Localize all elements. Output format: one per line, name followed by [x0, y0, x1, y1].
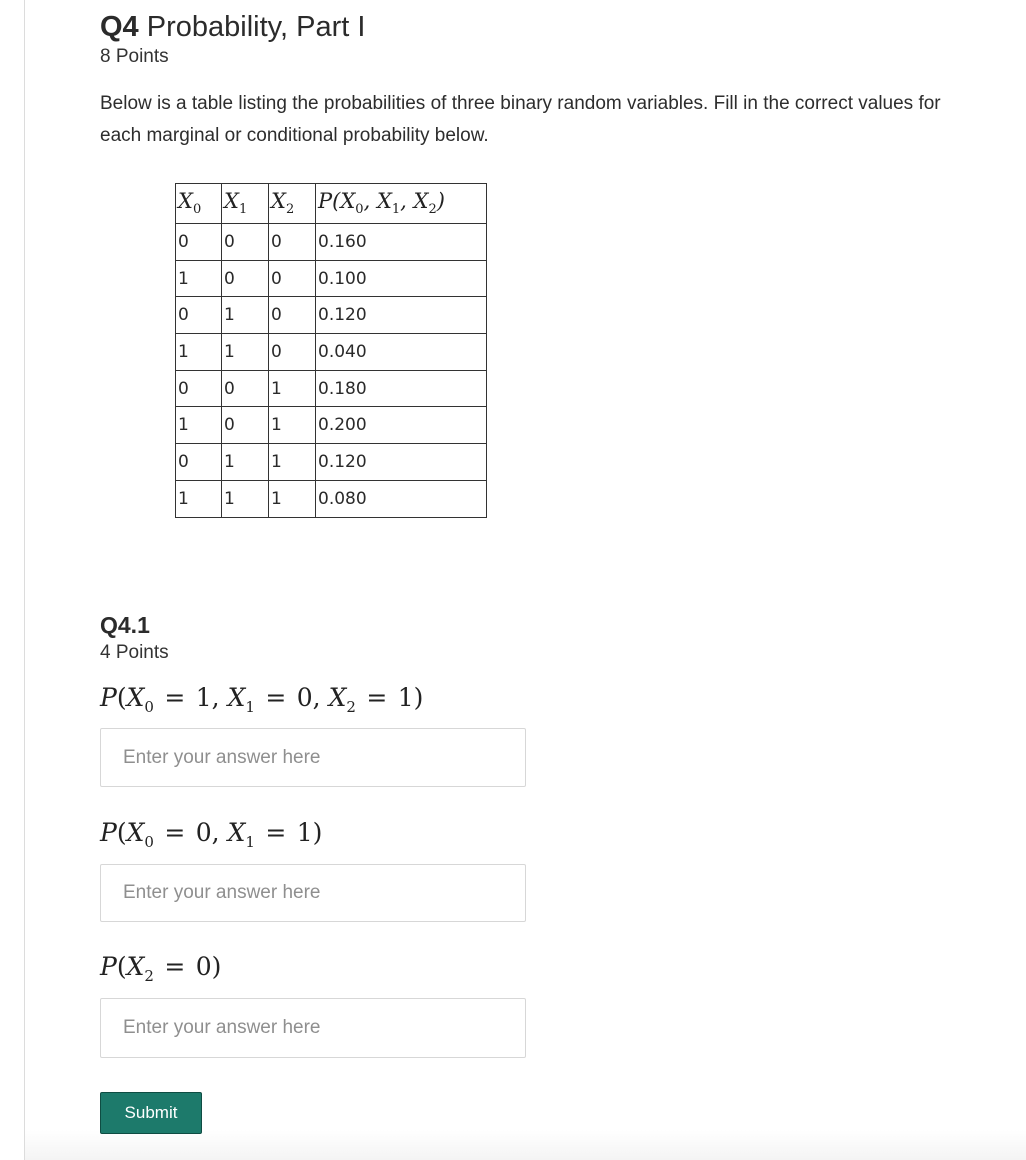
- answer-input-marginal-x2[interactable]: [100, 998, 526, 1058]
- formula-marginal-x2: $P(X_2$ = 0): [100, 952, 222, 985]
- table-cell: 0.120: [316, 297, 487, 334]
- table-cell: 0: [176, 297, 222, 334]
- table-cell: 1: [222, 444, 269, 481]
- table-cell: 0: [269, 297, 316, 334]
- table-cell: 1: [269, 444, 316, 481]
- table-cell: 0: [269, 260, 316, 297]
- question-title-text: Probability, Part I: [146, 11, 366, 43]
- table-row: [176, 334, 487, 371]
- table-cell: 1: [176, 480, 222, 517]
- table-row: [176, 480, 487, 517]
- submit-button[interactable]: Submit: [100, 1092, 202, 1134]
- table-header-row: [176, 184, 487, 224]
- table-cell: 0: [222, 370, 269, 407]
- table-row: [176, 407, 487, 444]
- table-cell: 1: [176, 260, 222, 297]
- table-cell: 1: [222, 334, 269, 371]
- table-header-x2: [269, 184, 316, 224]
- table-cell: 0.100: [316, 260, 487, 297]
- table-row: [176, 370, 487, 407]
- table-cell: 0.120: [316, 444, 487, 481]
- formula-marginal-x0-x1: $P(X_0$ = 0, $X_1$ = 1): [100, 818, 323, 851]
- table-cell: 0.080: [316, 480, 487, 517]
- table-cell: 0: [222, 224, 269, 261]
- table-row: [176, 444, 487, 481]
- table-header-x0: [176, 184, 222, 224]
- math-x0: $X_0$: [178, 189, 202, 218]
- question-title: [100, 10, 365, 44]
- table-cell: 1: [269, 480, 316, 517]
- table-cell: 0: [269, 224, 316, 261]
- table-cell: 1: [269, 370, 316, 407]
- table-cell: 0.160: [316, 224, 487, 261]
- table-header-joint: [316, 184, 487, 224]
- question-prompt: Below is a table listing the probabilities of three binary random variables. Fill in the correct values for each marginal or conditional probability below.: [100, 93, 941, 146]
- table-cell: 1: [222, 480, 269, 517]
- table-cell: 0.200: [316, 407, 487, 444]
- table-cell: 0: [176, 370, 222, 407]
- table-cell: 0: [176, 444, 222, 481]
- page-left-rule: [24, 0, 25, 1160]
- probability-table: [175, 183, 487, 518]
- subquestion-points: 4 Points: [100, 642, 169, 663]
- math-x1: $X_1$: [224, 189, 248, 218]
- table-row: [176, 260, 487, 297]
- table-row: [176, 224, 487, 261]
- math-joint: $P(X_0$, $X_1$, $X_2$): [318, 189, 445, 218]
- table-row: [176, 297, 487, 334]
- table-cell: 0: [176, 224, 222, 261]
- table-cell: 1: [222, 297, 269, 334]
- question-points: 8 Points: [100, 46, 169, 67]
- table-cell: 1: [176, 334, 222, 371]
- table-cell: 1: [269, 407, 316, 444]
- subquestion-title: Q4.1: [100, 612, 150, 638]
- page-bottom-band: [25, 1130, 1026, 1160]
- table-header-x1: [222, 184, 269, 224]
- table-cell: 0.040: [316, 334, 487, 371]
- formula-joint: $P(X_0$ = 1, $X_1$ = 0, $X_2$ = 1): [100, 683, 424, 716]
- answer-input-marginal-x0-x1[interactable]: [100, 864, 526, 922]
- table-cell: 0: [222, 407, 269, 444]
- table-cell: 0: [222, 260, 269, 297]
- table-cell: 0.180: [316, 370, 487, 407]
- table-cell: 0: [269, 334, 316, 371]
- question-number: Q4: [100, 11, 139, 43]
- math-x2: $X_2$: [271, 189, 295, 218]
- answer-input-joint[interactable]: [100, 728, 526, 787]
- table-cell: 1: [176, 407, 222, 444]
